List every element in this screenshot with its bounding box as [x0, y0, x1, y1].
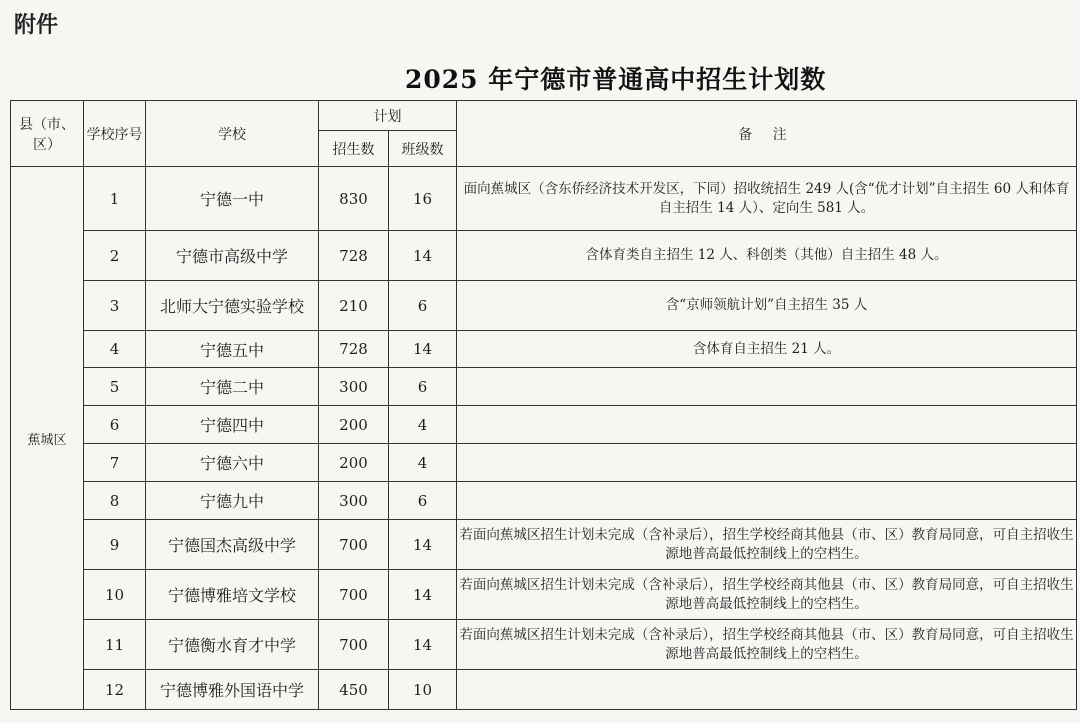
- classes-cell: 6: [389, 281, 457, 331]
- header-school: 学校: [146, 101, 319, 167]
- classes-cell: 14: [389, 331, 457, 368]
- enroll-cell: 300: [319, 482, 389, 520]
- enroll-cell: 830: [319, 167, 389, 231]
- enrollment-plan-table: [10, 100, 1077, 710]
- table-row: [11, 520, 1077, 570]
- enroll-cell: 210: [319, 281, 389, 331]
- seq-cell: 1: [84, 167, 146, 231]
- remark-cell: 面向蕉城区（含东侨经济技术开发区，下同）招收统招生 249 人(含“优才计划”自主招生 60 人和体育自主招生 14 人）、定向生 581 人。: [457, 167, 1077, 231]
- table-row: [11, 482, 1077, 520]
- school-cell: 北师大宁德实验学校: [146, 281, 319, 331]
- table-row: [11, 167, 1077, 231]
- document-title: 2025 年宁德市普通高中招生计划数: [405, 65, 827, 94]
- remark-cell: 含体育类自主招生 12 人、科创类（其他）自主招生 48 人。: [457, 231, 1077, 281]
- classes-cell: 6: [389, 368, 457, 406]
- remark-cell: [457, 482, 1077, 520]
- enroll-cell: 700: [319, 570, 389, 620]
- classes-cell: 4: [389, 444, 457, 482]
- school-cell: 宁德二中: [146, 368, 319, 406]
- header-enroll: 招生数: [319, 131, 389, 167]
- school-cell: 宁德博雅外国语中学: [146, 670, 319, 710]
- table-row: [11, 444, 1077, 482]
- classes-cell: 10: [389, 670, 457, 710]
- seq-cell: 7: [84, 444, 146, 482]
- enroll-cell: 200: [319, 444, 389, 482]
- enroll-cell: 728: [319, 231, 389, 281]
- header-seq: 学校序号: [84, 101, 146, 167]
- seq-cell: 3: [84, 281, 146, 331]
- seq-cell: 2: [84, 231, 146, 281]
- enroll-cell: 450: [319, 670, 389, 710]
- header-plan: 计划: [319, 101, 457, 131]
- table-row: [11, 368, 1077, 406]
- remark-cell: [457, 670, 1077, 710]
- remark-cell: 若面向蕉城区招生计划未完成（含补录后），招生学校经商其他县（市、区）教育局同意，可自主招收生源地普高最低控制线上的空档生。: [457, 570, 1077, 620]
- table-row: [11, 231, 1077, 281]
- table-row: [11, 406, 1077, 444]
- school-cell: 宁德衡水育才中学: [146, 620, 319, 670]
- table-row: [11, 331, 1077, 368]
- enroll-cell: 300: [319, 368, 389, 406]
- attachment-label: 附件: [14, 13, 59, 38]
- table-row: [11, 670, 1077, 710]
- header-remark: 备 注: [457, 101, 1077, 167]
- classes-cell: 14: [389, 570, 457, 620]
- seq-cell: 10: [84, 570, 146, 620]
- remark-cell: [457, 444, 1077, 482]
- school-cell: 宁德四中: [146, 406, 319, 444]
- enroll-cell: 700: [319, 620, 389, 670]
- enroll-cell: 700: [319, 520, 389, 570]
- classes-cell: 4: [389, 406, 457, 444]
- remark-cell: [457, 368, 1077, 406]
- school-cell: 宁德六中: [146, 444, 319, 482]
- remark-cell: 含体育自主招生 21 人。: [457, 331, 1077, 368]
- classes-cell: 6: [389, 482, 457, 520]
- remark-cell: 若面向蕉城区招生计划未完成（含补录后），招生学校经商其他县（市、区）教育局同意，可自主招收生源地普高最低控制线上的空档生。: [457, 520, 1077, 570]
- seq-cell: 6: [84, 406, 146, 444]
- seq-cell: 4: [84, 331, 146, 368]
- remark-cell: 若面向蕉城区招生计划未完成（含补录后），招生学校经商其他县（市、区）教育局同意，可自主招收生源地普高最低控制线上的空档生。: [457, 620, 1077, 670]
- header-classes: 班级数: [389, 131, 457, 167]
- header-county: 县（市、区）: [11, 101, 84, 167]
- enroll-cell: 728: [319, 331, 389, 368]
- school-cell: 宁德国杰高级中学: [146, 520, 319, 570]
- seq-cell: 11: [84, 620, 146, 670]
- seq-cell: 8: [84, 482, 146, 520]
- enroll-cell: 200: [319, 406, 389, 444]
- school-cell: 宁德九中: [146, 482, 319, 520]
- classes-cell: 16: [389, 167, 457, 231]
- school-cell: 宁德一中: [146, 167, 319, 231]
- table-row: [11, 281, 1077, 331]
- school-cell: 宁德博雅培文学校: [146, 570, 319, 620]
- seq-cell: 9: [84, 520, 146, 570]
- seq-cell: 5: [84, 368, 146, 406]
- classes-cell: 14: [389, 520, 457, 570]
- county-cell: 蕉城区: [11, 167, 84, 710]
- remark-cell: 含“京师领航计划”自主招生 35 人: [457, 281, 1077, 331]
- table-row: [11, 570, 1077, 620]
- table-body: [11, 167, 1077, 710]
- school-cell: 宁德市高级中学: [146, 231, 319, 281]
- classes-cell: 14: [389, 231, 457, 281]
- classes-cell: 14: [389, 620, 457, 670]
- remark-cell: [457, 406, 1077, 444]
- school-cell: 宁德五中: [146, 331, 319, 368]
- seq-cell: 12: [84, 670, 146, 710]
- table-row: [11, 620, 1077, 670]
